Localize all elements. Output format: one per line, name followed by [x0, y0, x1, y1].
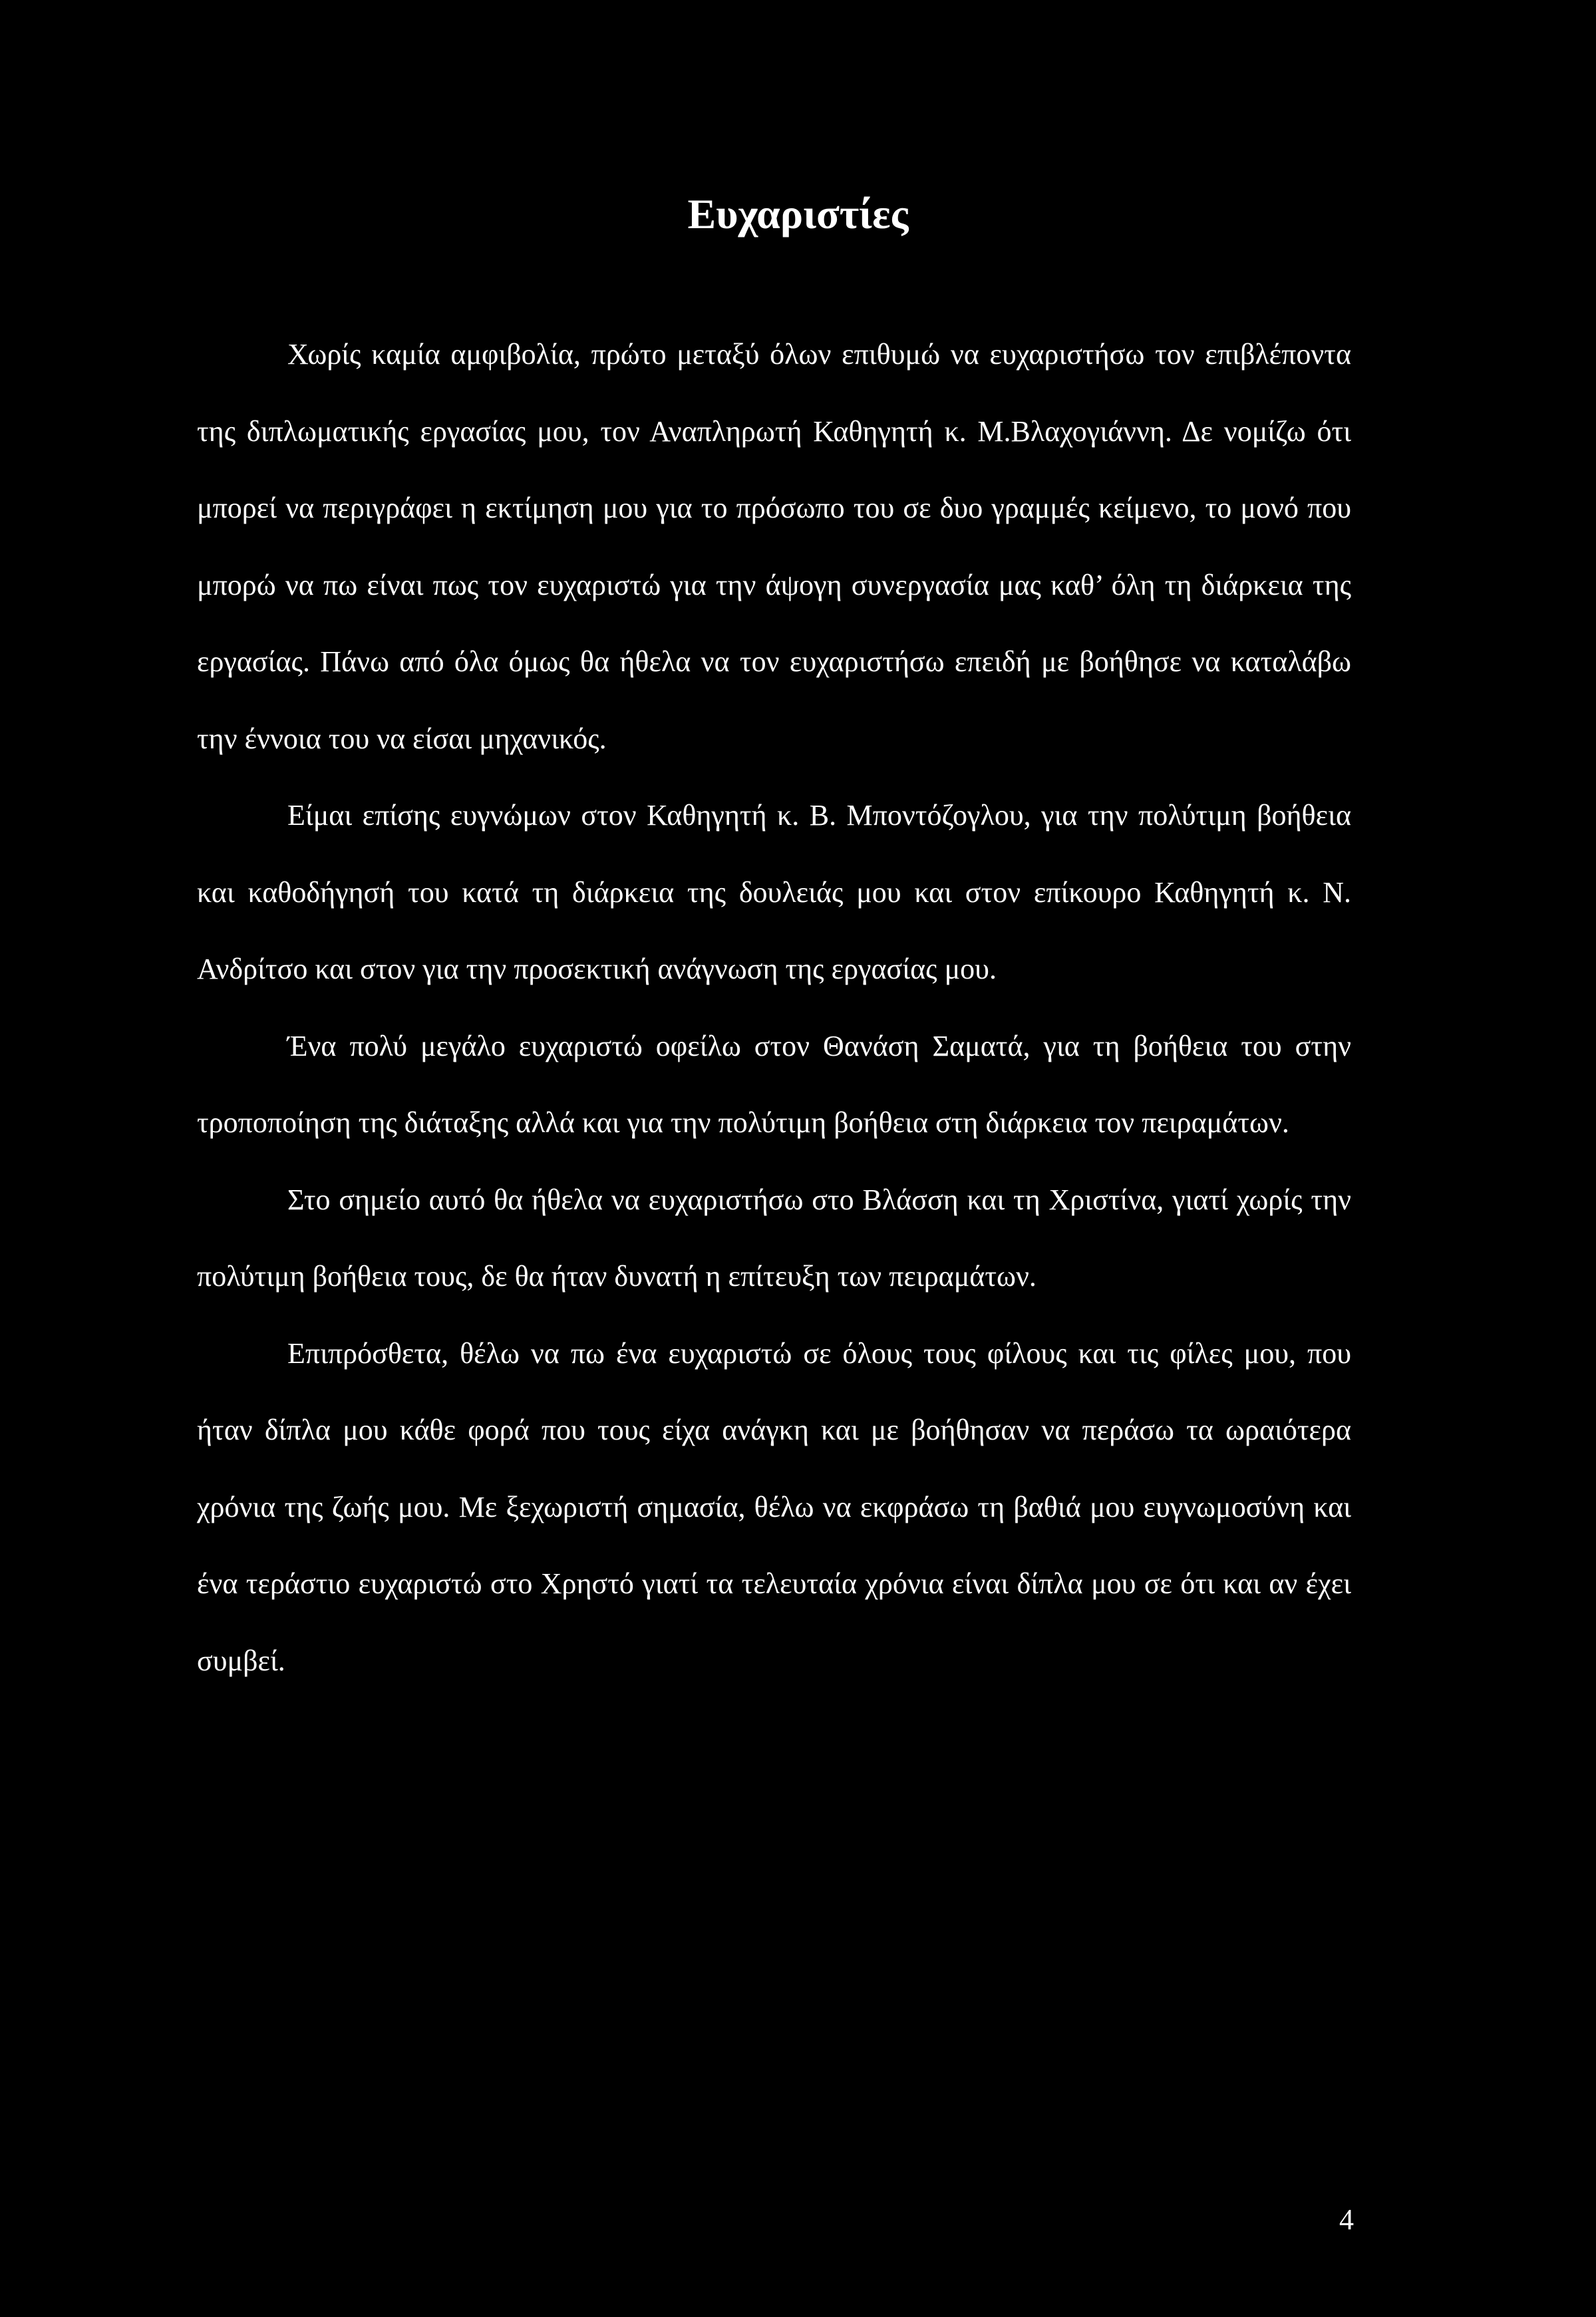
paragraph-4: Στο σημείο αυτό θα ήθελα να ευχαριστήσω στο Βλάσση και τη Χριστίνα, γιατί χωρίς την πολύτιμη βοήθεια τους, δε θα ήταν δυνατή η επίτευξη των πειραμάτων.	[197, 1183, 1351, 1293]
paragraph-3: Ένα πολύ μεγάλο ευχαριστώ οφείλω στον Θανάση Σαματά, για τη βοήθεια του στην τροποποίηση της διάταξης αλλά και για την πολύτιμη βοήθεια στη διάρκεια τον πειραμάτων.	[197, 1029, 1351, 1139]
paragraph-1: Χωρίς καμία αμφιβολία, πρώτο μεταξύ όλων επιθυμώ να ευχαριστήσω τον επιβλέποντα της διπλωματικής εργασίας μου, τον Αναπληρωτή Καθηγητή κ. Μ.Βλαχογιάννη. Δε νομίζω ότι μπορεί να περιγράφει η εκτίμηση μου για το πρόσωπο του σε δυο γραμμές κείμενο, το μονό που μπορώ να πω είναι πως τον ευχαριστώ για την άψογη συνεργασία μας καθ’ όλη τη διάρκεια της εργασίας. Πάνω από όλα όμως θα ήθελα να τον ευχαριστήσω επειδή με βοήθησε να καταλάβω την έννοια του να είσαι μηχανικός.	[197, 338, 1351, 755]
page-title: Ευχαριστίες	[687, 190, 909, 237]
page-number: 4	[1339, 2203, 1354, 2236]
paragraph-2: Είμαι επίσης ευγνώμων στον Καθηγητή κ. Β. Μποντόζογλου, για την πολύτιμη βοήθεια και καθοδήγησή του κατά τη διάρκεια της δουλειάς μου και στον επίκουρο Καθηγητή κ. Ν. Ανδρίτσο και στον για την προσεκτική ανάγνωση της εργασίας μου.	[197, 799, 1351, 985]
paragraph-5: Επιπρόσθετα, θέλω να πω ένα ευχαριστώ σε όλους τους φίλους και τις φίλες μου, που ήταν δίπλα μου κάθε φορά που τους είχα ανάγκη και με βοήθησαν να περάσω τα ωραιότερα χρόνια της ζωής μου. Με ξεχωριστή σημασία, θέλω να εκφράσω τη βαθιά μου ευγνωμοσύνη και ένα τεράστιο ευχαριστώ στο Χρηστό γιατί τα τελευταία χρόνια είναι δίπλα μου σε ότι και αν έχει συμβεί.	[197, 1336, 1351, 1677]
acknowledgements-body	[197, 316, 1351, 1699]
